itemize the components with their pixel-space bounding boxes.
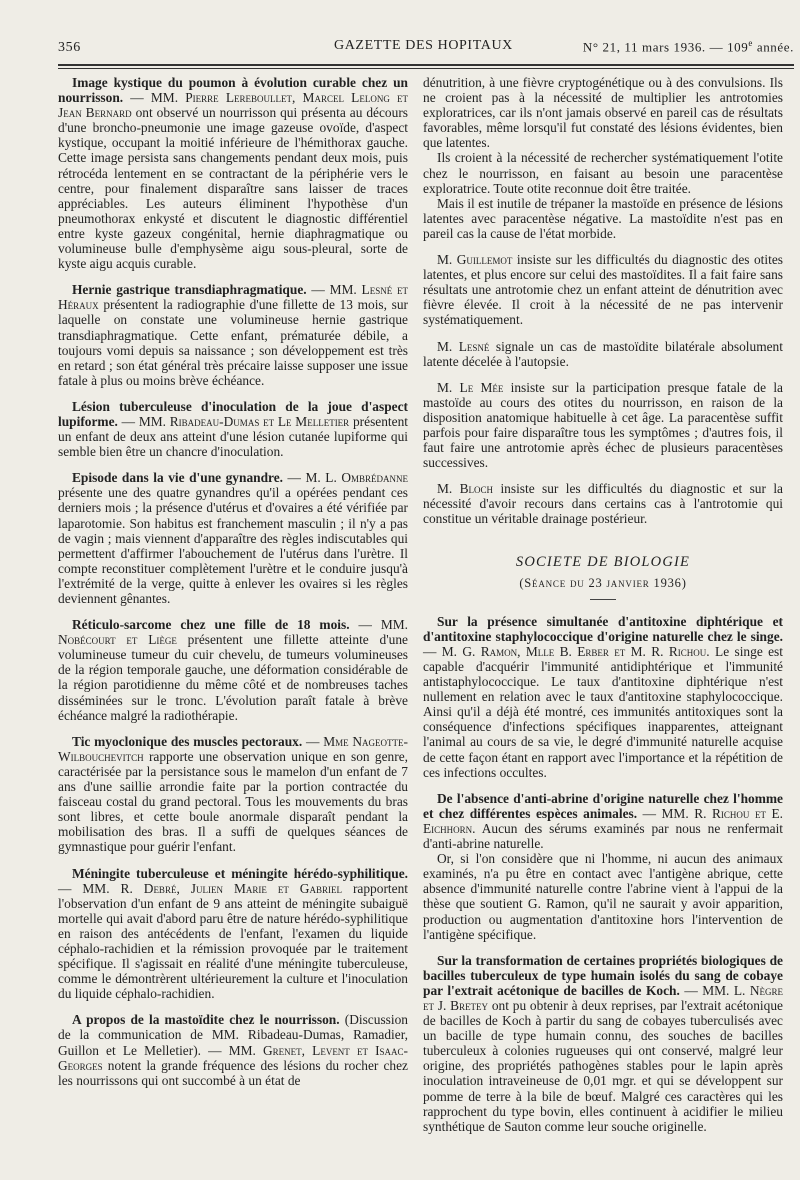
article-body: notent la grande fréquence des lésions du rocher chez les nourrissons qui ont succombé à un état de xyxy=(58,1057,408,1088)
speaker-name: M. Guillemot xyxy=(437,252,513,268)
article-body: présentent la radiographie d'une fillette de 13 mois, sur laquelle on constate une volumineuse hernie gastrique transdiaphragmatique. Cette enfant, prématurée débile, a toujours vomi depuis sa naissance ; son développement est très en retard ; son état général très précaire laisse supposer une issue fatale à plus ou moins brève échéance. xyxy=(58,297,408,388)
left-column xyxy=(58,75,408,1088)
header-rule-thin xyxy=(58,68,794,69)
section-divider xyxy=(590,599,616,600)
article-paragraph: Tic myoclonique des muscles pectoraux. — Mme Nageotte-Wilbouchevitch rapporte une observation unique en son genre, caractérisée par la persistance sous le mamelon d'un enfant de 7 ans d'une saillie arrondie faite par la portion contractée du faisceau costal du grand pectoral. Tous les mouvements du bras sont libres, et cette boule anormale disparaît pendant la mobilisation des bras. Il a suffi de quelques séances de gymnastique pour guérir l'enfant. xyxy=(58,733,408,855)
page-number: 356 xyxy=(58,40,81,56)
article-authors: MM. R. Richou et E. Eichhorn. xyxy=(423,805,783,836)
article-authors: MM. Nobécourt et Liège xyxy=(58,617,408,648)
page-header xyxy=(58,38,794,64)
article-title: Image kystique du poumon à évolution curable chez un nourrisson. xyxy=(58,75,408,106)
article-paragraph: Image kystique du poumon à évolution curable chez un nourrisson. — MM. Pierre Lereboullet, Marcel Lelong et Jean Bernard ont observé un nourrisson qui présenta au décours d'une broncho-pneumonie une image gazeuse ovoïde, d'aspect kystique, occupant la moitié inférieure de l'hémithorax gauche. Cette image persista sans changements pendant deux mois, puis rétrocéda lentement en se contractant de la périphérie vers le centre, pour finalement disparaître sans laisser de traces appréciables. Les auteurs éliminent l'hypothèse d'un pneumothorax enkysté et discutent le diagnostic différentiel entre kyste gazeux congénital, hernie diaphragmatique ou volumineuse bulle d'emphysème aigu sous-pleural, sorte de kyste aigu acquis curable. xyxy=(58,75,408,272)
article-paragraph: Lésion tuberculeuse d'inoculation de la joue d'aspect lupiforme. — MM. Ribadeau-Dumas et Le Melletier présentent un enfant de deux ans atteint d'une lésion cutanée lupiforme qui semble bien être un chancre d'inoculation. xyxy=(58,398,408,460)
issue-ordinal: e xyxy=(748,38,753,48)
article-authors: MM. R. Debré, Julien Marie et Gabriel xyxy=(82,880,342,896)
section-session-date: (Séance du 23 janvier 1936) xyxy=(519,575,687,590)
body-paragraph: Or, si l'on considère que ni l'homme, ni aucun des animaux examinés, n'a pu être en contact avec l'antigène abrique, cette absence d'immunité naturelle contre l'abrine vient à l'appui de la thèse que soutient G. Ramon, qu'il ne saurait y avoir apparition, production ou augmentation d'antitoxine hors l'intervention de l'antigène spécifique. xyxy=(423,851,783,942)
article-authors: M. G. Ramon, Mlle B. Erber et M. R. Richou. xyxy=(441,643,710,659)
intervention-paragraph xyxy=(423,481,783,526)
body-paragraph: Mais il est inutile de trépaner la mastoïde en présence de lésions latentes avec paracentèse négative. La mastoïdite n'est pas en pareil cas la cause de l'état morbide. xyxy=(423,195,783,241)
article-authors: MM. L. Nègre et J. Bretey xyxy=(423,982,783,1013)
article-discussion-note: (Discussion de la communication de MM. Ribadeau-Dumas, Ramadier, Guillon et Le Melletier). xyxy=(58,1012,408,1058)
article-title: Episode dans la vie d'une gynandre. xyxy=(72,470,284,486)
speaker-name: M. Bloch xyxy=(437,481,494,497)
issue-date: N° 21, 11 mars 1936. — 109 xyxy=(582,39,749,55)
article-body: présente une des quatre gynandres qu'il a opérées pendant ces derniers mois ; la présence d'utérus et d'ovaires a été vérifiée par laparotomie. Son habitus est franchement masculin ; il n'y a pas de vagin ; mais viennent d'apparaître des règles indiscutables qui permettent d'affirmer l'abouchement de l'utérus dans l'urètre. Il compte reconstituer complètement l'urètre et le conduire jusqu'à l'extrémité de la verge, quitte à enlever les ovaires si les règles deviennent gênantes. xyxy=(58,485,408,606)
header-rule xyxy=(58,64,794,66)
article-body: rapportent l'observation d'un enfant de 9 ans atteint de méningite subaiguë mortelle qui avait d'abord paru être de nature hérédo-syphilitique en raison des antécédents de l'enfant, l'examen du liquide céphalo-rachidien et la rémission provoquée par le traitement spécifique. Il s'agissait en réalité d'une méningite tuberculeuse, comme le démontrèrent ultérieurement la culture et l'inoculation du liquide céphalo-rachidien. xyxy=(58,880,408,1002)
article-body: présentent un enfant de deux ans atteint d'une lésion cutanée lupiforme qui semble bien être un chancre d'inoculation. xyxy=(58,413,408,460)
intervention-paragraph xyxy=(423,339,783,369)
issue-info xyxy=(583,38,794,55)
article-authors: Mme Nageotte-Wilbouchevitch xyxy=(58,733,408,764)
speaker-name: M. Le Mée xyxy=(437,379,504,395)
article-title: Lésion tuberculeuse d'inoculation de la joue d'aspect lupiforme. xyxy=(58,398,408,429)
body-paragraph: Ils croient à la nécessité de rechercher systématiquement l'otite chez le nourrisson, en faisant au besoin une paracentèse exploratrice. Toute otite reconnue doit être traitée. xyxy=(423,150,783,196)
article-body: présentent une fillette atteinte d'une volumineuse tumeur du cuir chevelu, de tumeurs volumineuses de la région temporale gauche, une déformation considérable de la région parotidienne du même côté et de nombreuses taches disséminées sur le tronc. L'évolution paraît fatale à brève échéance malgré la radiothérapie. xyxy=(58,632,408,723)
article-body: ont pu obtenir à deux reprises, par l'extrait acétonique de bacilles de Koch à partir du sang de cobayes tuberculisés avec un bacille de type humain connu, des souches de bacilles tuberculeux à colonies rugueuses qui ont conservé, malgré leur origine, des propriétés pathogènes stables pour le lapin après inoculation intraveineuse de 0,01 mgr. et qui se développent sur pomme de terre à la bile de bœuf. Malgré ces caractères qui les rapprochent du type bovin, elles continuent à acidifier le milieu synthétique de Sauton comme leur souche originelle. xyxy=(423,997,783,1134)
article-authors: M. L. Ombrédanne xyxy=(305,470,408,486)
continued-paragraph: dénutrition, à une fièvre cryptogénétique ou à des convulsions. Ils ne croient pas à la nécessité de multiplier les antrotomies exploratrices, car ils n'ont jamais observé en pareil cas de résultats favorables, même lorsqu'il fut constaté des lésions évidentes, bien que latentes. xyxy=(423,75,783,151)
article-title: Hernie gastrique transdiaphragmatique. xyxy=(72,282,307,298)
article-authors: MM. Pierre Lereboullet, Marcel Lelong et Jean Bernard xyxy=(58,90,408,121)
intervention-paragraph xyxy=(423,380,783,471)
article-title: Méningite tuberculeuse et méningite hérédo-syphilitique. xyxy=(72,865,408,881)
speaker-name: M. Lesné xyxy=(437,338,490,354)
section-heading xyxy=(423,555,783,600)
article-paragraph: Méningite tuberculeuse et méningite hérédo-syphilitique. — MM. R. Debré, Julien Marie et Gabriel rapportent l'observation d'un enfant de 9 ans atteint de méningite subaiguë mortelle qui avait d'abord paru être de nature hérédo-syphilitique en raison des antécédents de l'enfant, l'examen du liquide céphalo-rachidien et la rémission provoquée par le traitement spécifique. Il s'agissait en réalité d'une méningite tuberculeuse, comme le démontrèrent ultérieurement la culture et l'inoculation du liquide céphalo-rachidien. xyxy=(58,865,408,1002)
article-paragraph: A propos de la mastoïdite chez le nourrisson. (Discussion de la communication de MM. Ribadeau-Dumas, Ramadier, Guillon et Le Melletier). — MM. Grenet, Levent et Isaac-Georges notent la grande fréquence des lésions du rocher chez les nourrissons qui ont succombé à un état de xyxy=(58,1012,409,1088)
article-title: A propos de la mastoïdite chez le nourrisson. xyxy=(72,1012,340,1028)
issue-year-label: année. xyxy=(752,39,794,55)
article-title: Réticulo-sarcome chez une fille de 18 mois. xyxy=(72,617,350,633)
article-paragraph: Sur la présence simultanée d'antitoxine diphtérique et d'antitoxine staphylococcique d'origine naturelle chez le singe. — M. G. Ramon, Mlle B. Erber et M. R. Richou. Le singe est capable d'acquérir l'immunité antidiphtérique et l'immunité antistaphylococcique. Le taux d'antitoxine diphtérique n'est nullement en relation avec le taux d'antitoxine staphylococcique. Ainsi qu'il a déjà été montré, ces immunités antitoxiques sont la conséquence d'infections spécifiques inapparentes, atteignant l'animal au cours de sa vie, le degré d'immunité naturelle acquise de cette façon étant en rapport avec l'importance et la répétition de ces infections occultes. xyxy=(423,613,783,780)
article-paragraph: De l'absence d'anti-abrine d'origine naturelle chez l'homme et chez différentes espèces animales. — MM. R. Richou et E. Eichhorn. Aucun des sérums examinés par nous ne renfermait d'anti-abrine naturelle. xyxy=(423,790,784,852)
article-paragraph: Sur la transformation de certaines propriétés biologiques de bacilles tuberculeux de type humain isolés du sang de cobaye par l'extrait acétonique de bacilles de Koch. — MM. L. Nègre et J. Bretey ont pu obtenir à deux reprises, par l'extrait acétonique de bacilles de Koch à partir du sang de cobayes tuberculisés avec un bacille de type humain connu, des souches de bacilles tuberculeux à colonies rugueuses qui ont conservé, malgré leur origine, des propriétés pathogènes stables pour le lapin après inoculation intraveineuse de 0,01 mgr. et qui se développent sur pomme de terre à la bile de bœuf. Malgré ces caractères qui les rapprochent du type bovin, elles continuent à acidifier le milieu synthétique de Sauton comme leur souche originelle. xyxy=(423,952,783,1134)
article-body: Aucun des sérums examinés par nous ne renfermait d'anti-abrine naturelle. xyxy=(423,820,784,852)
intervention-text: insiste sur les difficultés du diagnostic et sur la nécessité d'avoir recours dans certains cas à l'antrotomie qui constitue un véritable drainage postérieur. xyxy=(423,481,783,527)
article-body: rapporte une observation unique en son genre, caractérisée par la persistance sous le mamelon d'un enfant de 7 ans d'une saillie arrondie faite par la portion contractée du faisceau costal du grand pectoral. Tous les mouvements du bras sont libres, et cette boule anormale disparaît pendant la mobilisation des bras. Il a suffi de quelques séances de gymnastique pour guérir l'enfant. xyxy=(58,748,408,855)
article-title: Tic myoclonique des muscles pectoraux. xyxy=(72,733,303,749)
article-title: Sur la présence simultanée d'antitoxine diphtérique et d'antitoxine staphylococcique d'origine naturelle chez le singe. xyxy=(423,613,783,644)
intervention-text: insiste sur la participation presque fatale de la mastoïde au cours des otites du nourrisson, en raison de la disposition anatomique habituelle à cet âge. La paracentèse suffit parfois pour faire disparaître tous les symptômes ; d'autres fois, il faut faire une antrotomie après échec de plusieurs paracentèses successives. xyxy=(423,379,783,471)
intervention-paragraph xyxy=(423,252,783,327)
intervention-text: insiste sur les difficultés du diagnostic des otites latentes, et plus encore sur celui des mastoïdites. Il a fait faire sans résultats une antrotomie chez un enfant atteint de dénutrition avec fièvre élevée. Il croit à la nécessité de ne pas intervenir systématiquement. xyxy=(423,252,783,328)
article-authors: MM. Grenet, Levent et Isaac-Georges xyxy=(58,1042,409,1073)
journal-title: GAZETTE DES HOPITAUX xyxy=(334,38,513,53)
article-authors: MM. Lesné et Héraux xyxy=(58,282,409,313)
article-title: De l'absence d'anti-abrine d'origine naturelle chez l'homme et chez différentes espèces animales. xyxy=(423,790,783,821)
article-body: ont observé un nourrisson qui présenta au décours d'une broncho-pneumonie une image gazeuse ovoïde, d'aspect kystique, occupant la moitié inférieure de l'hémithorax gauche. Cette image persista sans changements pendant deux mois, puis rétrocéda lentement en se contractant de la périphérie vers le centre, pour finalement disparaître sans laisser de traces appréciables. Les auteurs éliminent l'hypothèse d'un pneumothorax enkysté et discutent le diagnostic différentiel entre kyste gazeux congénital, hernie diaphragmatique ou volumineuse bulle d'emphysème aigu sous-pleural, sorte de kyste aigu acquis curable. xyxy=(58,105,408,272)
article-paragraph: Hernie gastrique transdiaphragmatique. — MM. Lesné et Héraux présentent la radiographie d'une fillette de 13 mois, sur laquelle on constate une volumineuse hernie gastrique transdiaphragmatique. Cette enfant, prématurée débile, a toujours vomi depuis sa naissance ; son développement est très en retard ; son état général très précaire laisse supposer une issue fatale à plus ou moins brève échéance. xyxy=(58,282,409,388)
article-paragraph: Réticulo-sarcome chez une fille de 18 mois. — MM. Nobécourt et Liège présentent une fillette atteinte d'une volumineuse tumeur du cuir chevelu, de tumeurs volumineuses de la région temporale gauche, une déformation considérable de la région parotidienne du même côté et de nombreuses taches disséminées sur le tronc. L'évolution paraît fatale à brève échéance malgré la radiothérapie. xyxy=(58,617,408,723)
article-title: Sur la transformation de certaines propriétés biologiques de bacilles tuberculeux de type humain isolés du sang de cobaye par l'extrait acétonique de bacilles de Koch. xyxy=(423,952,783,998)
section-title: SOCIETE DE BIOLOGIE xyxy=(515,553,691,570)
article-paragraph: Episode dans la vie d'une gynandre. — M. L. Ombrédanne présente une des quatre gynandres qu'il a opérées pendant ces derniers mois ; la présence d'utérus et d'ovaires a été vérifiée par laparotomie. Son habitus est franchement masculin ; il n'y a pas de vagin ; mais viennent d'apparaître des règles indiscutables qui permettent d'affirmer l'abouchement de l'utérus dans l'urètre. Il compte reconstituer complètement l'urètre et le conduire jusqu'à l'extrémité de la verge, quitte à enlever les ovaires si les règles deviennent gênantes. xyxy=(58,470,408,606)
right-column xyxy=(423,75,783,1134)
article-authors: MM. Ribadeau-Dumas et Le Melletier xyxy=(138,413,350,429)
intervention-text: signale un cas de mastoïdite bilatérale absolument latente décelée à l'autopsie. xyxy=(423,338,783,369)
article-body: Le singe est capable d'acquérir l'immunité antidiphtérique et l'immunité antistaphylococcique. Le taux d'antitoxine diphtérique n'est nullement en relation avec le taux d'antitoxine staphylococcique. Ainsi qu'il a déjà été montré, ces immunités antitoxiques sont la conséquence d'infections spécifiques inapparentes, atteignant l'animal au cours de sa vie, le degré d'immunité naturelle acquise de cette façon étant en rapport avec l'importance et la répétition de ces infections occultes. xyxy=(423,643,783,780)
